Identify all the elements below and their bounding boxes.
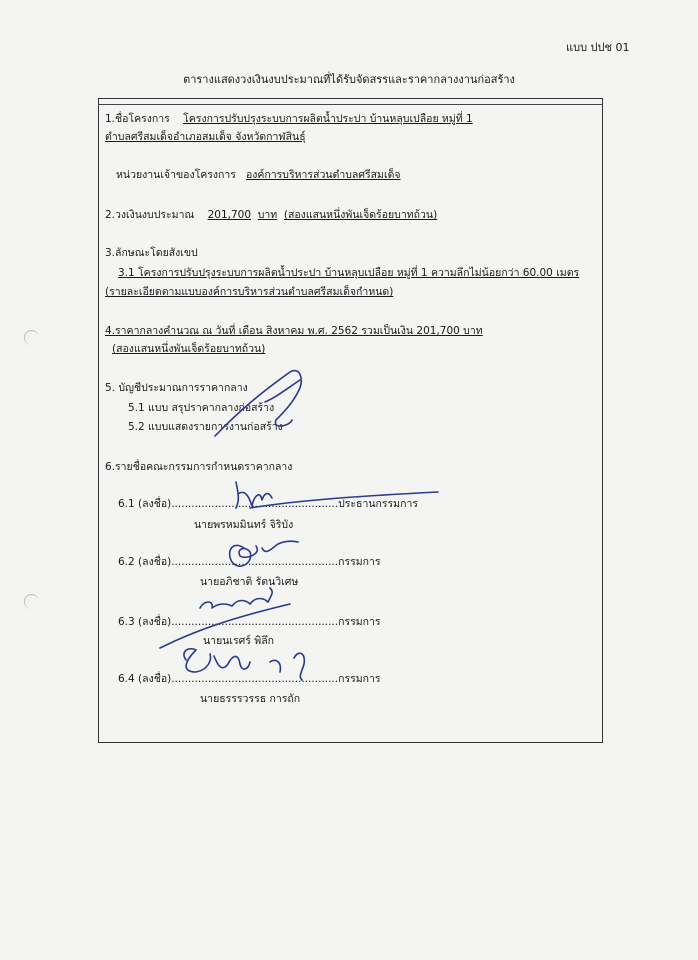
document-title: ตารางแสดงวงเงินงบประมาณที่ได้รับจัดสรรและราคากลางงานก่อสร้าง xyxy=(183,73,515,86)
form-code: แบบ ปปช 01 xyxy=(566,41,630,54)
signer-1-line: 6.1 (ลงชื่อ)..................................................ประธานกรรมการ xyxy=(118,498,418,510)
description-item-1-note: (รายละเอียดตามแบบองค์การบริหารส่วนตำบลศรีสมเด็จกำหนด) xyxy=(105,286,394,298)
committee-label: 6.รายชื่อคณะกรรมการกำหนดราคากลาง xyxy=(105,461,293,473)
description-label: 3.ลักษณะโดยสังเขป xyxy=(105,247,198,259)
signer-4-line: 6.4 (ลงชื่อ)..................................................กรรมการ xyxy=(118,673,381,685)
signer-3-name: นายนเรศร์ พิลึก xyxy=(203,635,274,647)
project-name-label: 1.ชื่อโครงการ xyxy=(105,113,170,125)
agency-name: องค์การบริหารส่วนตำบลศรีสมเด็จ xyxy=(245,169,401,181)
description-item-1: 3.1 โครงการปรับปรุงระบบการผลิตน้ำประปา บ้านหลุบเปลือย หมู่ที่ 1 ความลึกไม่น้อยกว่า 60.00 เมตร xyxy=(118,267,580,279)
estimate-item-1: 5.1 แบบ สรุปราคากลางก่อสร้าง xyxy=(128,402,275,414)
signature-6-2 xyxy=(230,541,298,566)
signature-approval-stroke xyxy=(215,371,301,436)
estimate-list-label: 5. บัญชีประมาณการราคากลาง xyxy=(105,382,248,394)
budget-label: 2.วงเงินงบประมาณ xyxy=(105,209,195,221)
signer-2-name: นายอภิชาติ รัตนวิเศษ xyxy=(200,576,299,588)
budget-currency: บาท xyxy=(257,209,278,221)
signer-4-name: นายธรรรวรรธ การถัก xyxy=(200,693,301,705)
signer-2-line: 6.2 (ลงชื่อ)..................................................กรรมการ xyxy=(118,556,381,568)
estimate-item-2: 5.2 แบบแสดงรายการงานก่อสร้าง xyxy=(128,421,283,433)
project-name-line1: โครงการปรับปรุงระบบการผลิตน้ำประปา บ้านหลุบเปลือย หมู่ที่ 1 xyxy=(183,113,473,125)
signature-6-3 xyxy=(160,588,290,648)
signer-1-name: นายพรหมมินทร์ จิริบัง xyxy=(194,519,294,531)
median-price-amount-text: (สองแสนหนึ่งพันเจ็ดร้อยบาทถ้วน) xyxy=(112,343,266,355)
signer-3-line: 6.3 (ลงชื่อ)..................................................กรรมการ xyxy=(118,616,381,628)
budget-amount-text: (สองแสนหนึ่งพันเจ็ดร้อยบาทถ้วน) xyxy=(283,209,438,221)
budget-amount: 201,700 xyxy=(207,209,252,221)
agency-label: หน่วยงานเจ้าของโครงการ xyxy=(116,169,236,181)
median-price-line: 4.ราคากลางคำนวณ ณ วันที่ เดือน สิงหาคม พ.ศ. 2562 รวมเป็นเงิน 201,700 บาท xyxy=(105,325,483,337)
signature-6-4 xyxy=(184,649,304,680)
signature-6-1 xyxy=(236,482,438,508)
project-name-line2: ตำบลศรีสมเด็จอำเภอสมเด็จ จังหวัดกาฬสินธุ์ xyxy=(105,131,306,143)
